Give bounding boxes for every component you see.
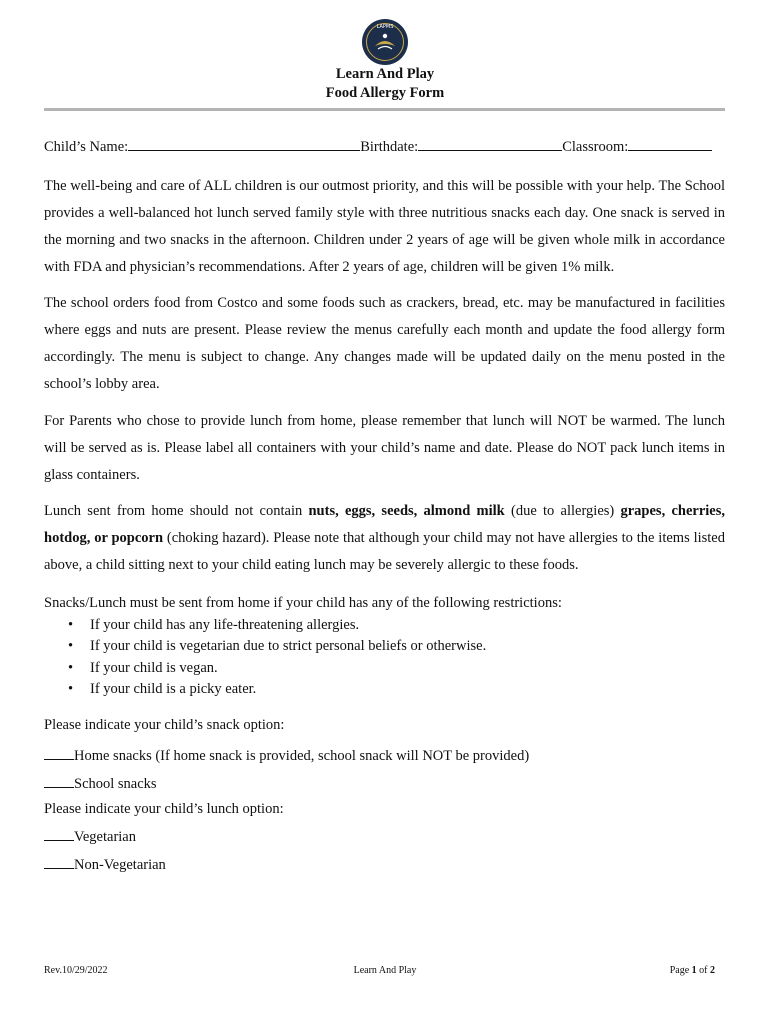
page-prefix: Page (669, 965, 692, 976)
bullet-icon: • (68, 681, 74, 697)
p4-text-e: (choking hazard). Please note that although your child may not have allergies to the items listed above, a child sitting next to your child eating lunch may be severely allergic to these foods. (44, 530, 725, 573)
paragraph-home-lunch: For Parents who chose to provide lunch from home, please remember that lunch will NOT be warmed. The lunch will be served as is. Please label all containers with your child’s name and date. Please do NOT pack lunch items in glass containers. (44, 413, 725, 483)
footer-revision: Rev.10/29/2022 (44, 965, 108, 976)
footer-page-number (670, 965, 715, 976)
list-item (68, 636, 725, 658)
bullet-icon: • (68, 659, 74, 676)
list-item-text: If your child is vegan. (90, 659, 218, 676)
logo-text: LAPMS (376, 24, 394, 30)
school-snacks-label: School snacks (74, 776, 157, 792)
p4-text-a: Lunch sent from home should not contain (44, 503, 309, 519)
vegetarian-option (44, 828, 136, 846)
page-of: of (696, 965, 710, 976)
p4-text-c: (due to allergies) (504, 503, 621, 519)
home-snacks-label: Home snacks (If home snack is provided, school snack will NOT be provided) (74, 748, 530, 764)
list-item-text: If your child is vegetarian due to strict personal beliefs or otherwise. (90, 638, 487, 654)
list-item (68, 658, 725, 680)
vegetarian-blank[interactable] (44, 828, 74, 841)
bullet-icon: • (68, 616, 74, 633)
header-divider (44, 108, 725, 111)
non-vegetarian-option (44, 856, 166, 874)
classroom-label: Classroom: (562, 139, 629, 155)
school-snacks-blank[interactable] (44, 775, 74, 788)
form-title: Learn And Play (335, 66, 435, 82)
vegetarian-label: Vegetarian (74, 829, 136, 845)
page-total: 2 (710, 965, 715, 976)
restrictions-section (44, 593, 725, 701)
restrictions-list (68, 615, 725, 701)
birthdate-field[interactable] (418, 137, 562, 151)
non-vegetarian-label: Non-Vegetarian (74, 857, 166, 873)
bullet-icon: • (68, 638, 74, 654)
list-item-text: If your child has any life-threatening allergies. (90, 616, 360, 633)
restrictions-intro: Snacks/Lunch must be sent from home if your child has any of the following restrictions: (44, 595, 562, 611)
page-num: 1 (691, 965, 697, 976)
p4-choking-list: grapes, cherries, hotdog, or popcorn (44, 503, 725, 546)
school-logo (361, 18, 409, 66)
list-item (68, 615, 725, 637)
home-snacks-option (44, 747, 529, 765)
p4-allergen-list: nuts, eggs, seeds, almond milk (308, 503, 505, 519)
child-info-row (44, 137, 712, 156)
classroom-field[interactable] (628, 137, 712, 151)
list-item-text: If your child is a picky eater. (90, 681, 257, 697)
child-name-label: Child’s Name: (44, 139, 129, 155)
school-snacks-option (44, 775, 157, 793)
snack-option-prompt: Please indicate your child’s snack option: (44, 717, 285, 733)
paragraph-restricted-foods (44, 498, 725, 579)
non-vegetarian-blank[interactable] (44, 856, 74, 869)
form-subtitle: Food Allergy Form (325, 85, 445, 101)
lunch-option-prompt: Please indicate your child’s lunch option: (44, 801, 284, 817)
list-item (68, 679, 725, 701)
footer-center: Learn And Play (353, 965, 417, 976)
paragraph-wellbeing: The well-being and care of ALL children is our outmost priority, and this will be possible with your help. The School provides a well-balanced hot lunch served family style with three nutritious snacks each day. One snack is served in the morning and two snacks in the afternoon. Children under 2 years of age will be given whole milk in accordance with FDA and physician’s recommendations. After 2 years of age, children will be given 1% milk. (44, 178, 725, 275)
home-snacks-blank[interactable] (44, 747, 74, 760)
birthdate-label: Birthdate: (360, 139, 419, 155)
paragraph-costco: The school orders food from Costco and some foods such as crackers, bread, etc. may be manufactured in facilities where eggs and nuts are present. Please review the menus carefully each month and update the food allergy form accordingly. The menu is subject to change. Any changes made will be updated daily on the menu posted in the school’s lobby area. (44, 295, 725, 392)
child-name-field[interactable] (128, 137, 360, 151)
